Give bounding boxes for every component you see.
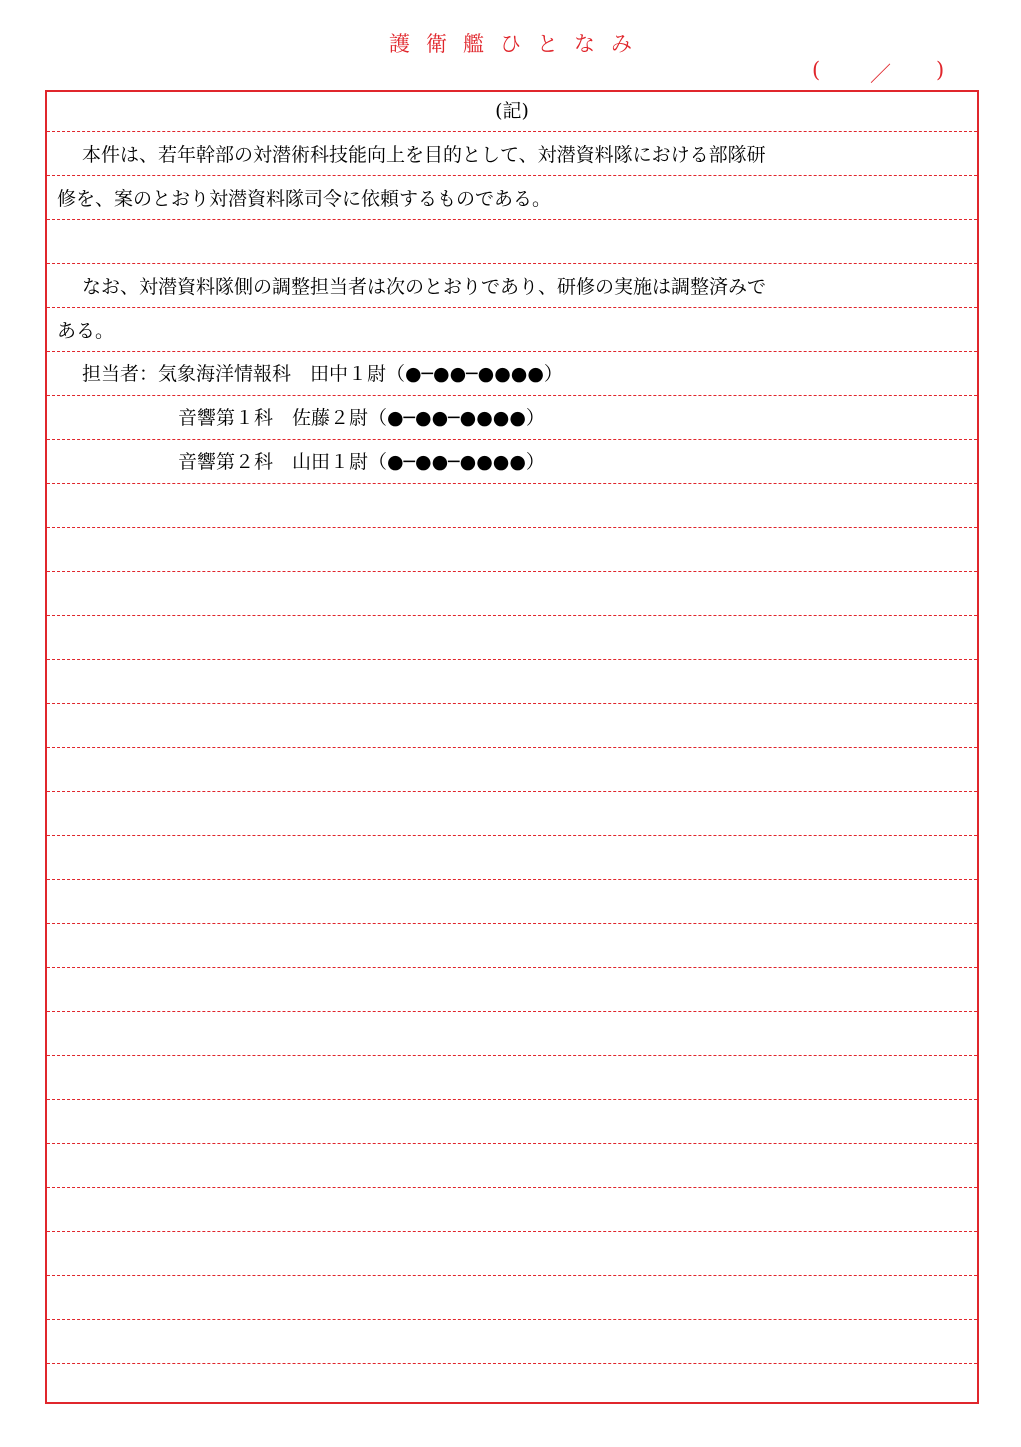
ruled-line	[47, 1099, 977, 1100]
paragraph-2-line-2: ある。	[57, 320, 115, 342]
ruled-line	[47, 571, 977, 572]
date-close-paren: )	[936, 58, 945, 82]
ruled-line	[47, 1055, 977, 1056]
ruled-line	[47, 1319, 977, 1320]
ruled-line	[47, 967, 977, 968]
contact-person-2: 音響第１科 佐藤２尉（●─●●─●●●●）	[178, 407, 545, 429]
ruled-line	[47, 615, 977, 616]
ruled-line	[47, 219, 977, 220]
ruled-line	[47, 351, 977, 352]
ruled-line	[47, 439, 977, 440]
ruled-line	[47, 527, 977, 528]
ruled-line	[47, 483, 977, 484]
ruled-line	[47, 659, 977, 660]
ruled-line	[47, 1275, 977, 1276]
ruled-line	[47, 791, 977, 792]
ruled-line	[47, 747, 977, 748]
date-slash: ／	[870, 62, 891, 86]
ruled-line	[47, 1231, 977, 1232]
ruled-line	[47, 131, 977, 132]
ruled-line	[47, 263, 977, 264]
paragraph-2-line-1: なお、対潜資料隊側の調整担当者は次のとおりであり、研修の実施は調整済みで	[82, 276, 767, 298]
contact-person-1: 担当者：気象海洋情報科 田中１尉（●─●●─●●●●）	[82, 363, 563, 385]
ruled-sheet	[45, 90, 979, 1404]
ruled-line	[47, 703, 977, 704]
ruled-line	[47, 395, 977, 396]
document-title: 護衛艦ひとなみ	[389, 32, 648, 56]
ruled-line	[47, 175, 977, 176]
date-open-paren: (	[812, 58, 821, 82]
ruled-line	[47, 1363, 977, 1364]
memo-heading: (記)	[495, 100, 529, 122]
ruled-line	[47, 307, 977, 308]
ruled-line	[47, 835, 977, 836]
ruled-line	[47, 1187, 977, 1188]
ruled-line	[47, 879, 977, 880]
ruled-line	[47, 923, 977, 924]
paragraph-1-line-1: 本件は、若年幹部の対潜術科技能向上を目的として、対潜資料隊における部隊研	[82, 144, 766, 166]
paragraph-1-line-2: 修を、案のとおり対潜資料隊司令に依頼するものである。	[57, 188, 552, 210]
date-field	[812, 58, 952, 88]
ruled-line	[47, 1143, 977, 1144]
ruled-line	[47, 1011, 977, 1012]
contact-person-3: 音響第２科 山田１尉（●─●●─●●●●）	[178, 451, 545, 473]
